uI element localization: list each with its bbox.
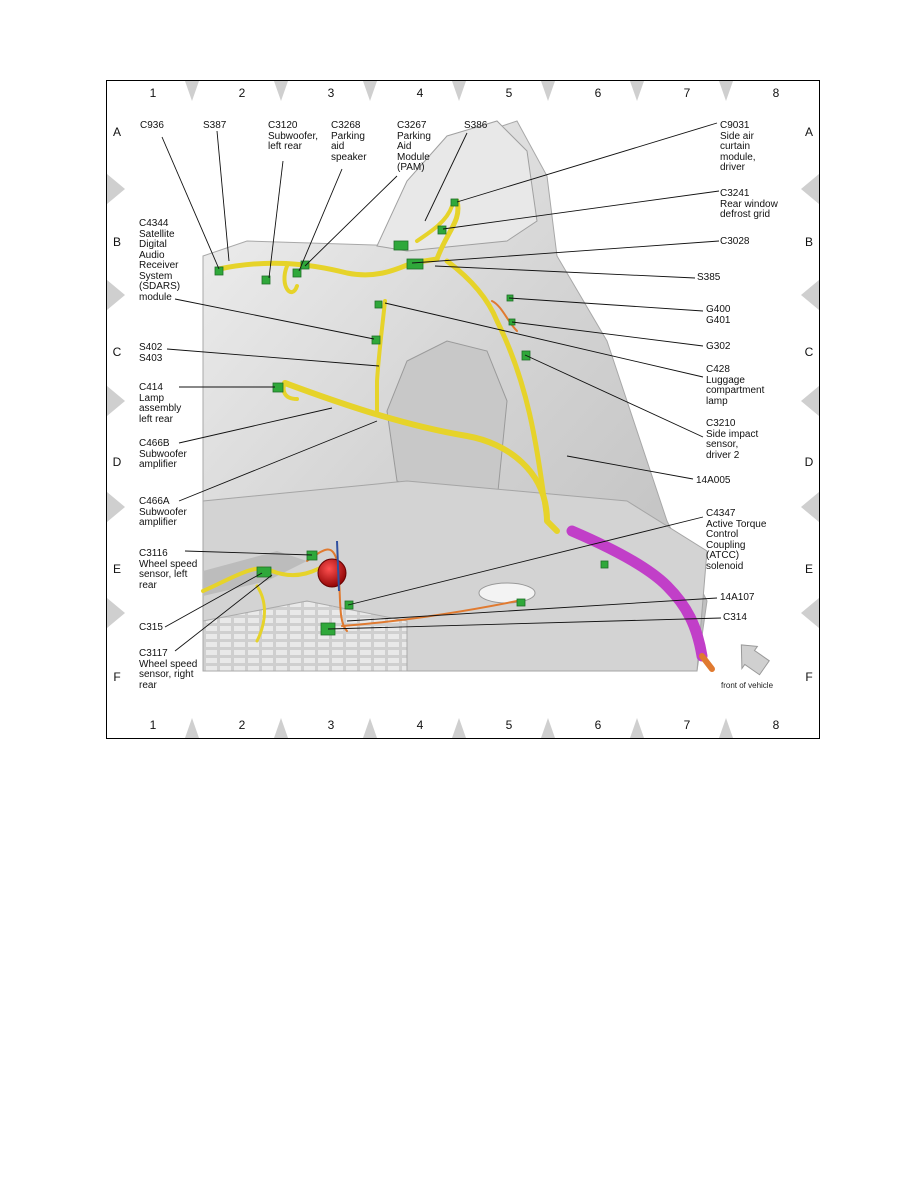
harness-orange-tail — [702, 656, 712, 669]
col-label-bottom-1: 1 — [149, 718, 157, 732]
grid-marker — [801, 386, 819, 416]
grid-marker — [541, 81, 555, 101]
grid-marker — [107, 492, 125, 522]
label-C428: C428 Luggage compartment lamp — [706, 364, 765, 407]
col-label-bottom-4: 4 — [416, 718, 424, 732]
connector-C3210-top — [375, 301, 382, 308]
label-C3028: C3028 — [720, 236, 750, 247]
connector-C3028 — [407, 259, 423, 269]
grid-marker — [274, 81, 288, 101]
col-label-top-7: 7 — [683, 86, 691, 100]
spare-tire-well — [479, 583, 535, 603]
grid-marker — [801, 280, 819, 310]
label-C9031: C9031 Side air curtain module, driver — [720, 120, 756, 173]
row-label-left-F: F — [113, 670, 121, 684]
label-C3116: C3116 Wheel speed sensor, left rear — [139, 548, 198, 591]
label-14A107: 14A107 — [720, 592, 755, 603]
front-of-vehicle-label: front of vehicle — [721, 681, 774, 690]
connector-C4347-b — [601, 561, 608, 568]
grid-marker — [541, 718, 555, 738]
label-C315: C315 — [139, 622, 163, 633]
leader-S387 — [217, 131, 229, 261]
row-label-left-C: C — [112, 345, 122, 359]
connector-C9031 — [451, 199, 458, 206]
row-label-left-B: B — [112, 235, 121, 249]
label-C936: C936 — [140, 120, 164, 131]
col-label-bottom-2: 2 — [238, 718, 246, 732]
label-S387: S387 — [203, 120, 227, 131]
label-C4344: C4344 Satellite Digital Audio Receiver System (SDARS) module — [139, 218, 181, 303]
grid-marker — [107, 174, 125, 204]
col-label-bottom-7: 7 — [683, 718, 691, 732]
diagram-frame — [106, 80, 820, 739]
row-label-right-F: F — [805, 670, 813, 684]
col-label-top-4: 4 — [416, 86, 424, 100]
grid-marker — [363, 718, 377, 738]
col-label-top-3: 3 — [327, 86, 335, 100]
grid-marker — [801, 598, 819, 628]
row-label-right-A: A — [804, 125, 813, 139]
connector-C315 — [257, 567, 271, 577]
grid-marker — [107, 386, 125, 416]
col-label-top-2: 2 — [238, 86, 246, 100]
label-S385: S385 — [697, 272, 721, 283]
grid-marker — [185, 81, 199, 101]
row-label-right-B: B — [804, 235, 813, 249]
grid-marker — [363, 81, 377, 101]
grid-marker — [452, 81, 466, 101]
col-label-top-6: 6 — [594, 86, 602, 100]
connector-C4344 — [372, 336, 380, 344]
grid-marker — [801, 492, 819, 522]
connector-C3028-b — [394, 241, 408, 250]
col-label-bottom-5: 5 — [505, 718, 513, 732]
connector-C414 — [273, 383, 283, 392]
grid-marker — [630, 81, 644, 101]
module-red — [318, 559, 346, 587]
label-S402-S403: S402 S403 — [139, 342, 163, 364]
grid-marker — [185, 718, 199, 738]
col-label-bottom-8: 8 — [772, 718, 780, 732]
row-label-left-E: E — [112, 562, 121, 576]
connector-14A107 — [517, 599, 525, 606]
grid-marker — [630, 718, 644, 738]
label-C414: C414 Lamp assembly left rear — [139, 382, 182, 425]
row-label-right-D: D — [804, 455, 814, 469]
label-C3210: C3210 Side impact sensor, driver 2 — [706, 418, 759, 461]
front-of-vehicle-arrow — [730, 638, 772, 678]
row-label-right-C: C — [804, 345, 814, 359]
connector-C3241 — [438, 226, 446, 234]
label-C3241: C3241 Rear window defrost grid — [720, 188, 778, 220]
harness-diagram — [107, 81, 819, 738]
label-14A005: 14A005 — [696, 475, 731, 486]
grid-marker — [801, 174, 819, 204]
label-C3267: C3267 Parking Aid Module (PAM) — [397, 120, 431, 173]
grid-marker — [452, 718, 466, 738]
col-label-bottom-6: 6 — [594, 718, 602, 732]
label-C314: C314 — [723, 612, 747, 623]
label-G302: G302 — [706, 341, 731, 352]
col-label-bottom-3: 3 — [327, 718, 335, 732]
label-C3117: C3117 Wheel speed sensor, right rear — [139, 648, 198, 691]
label-S386: S386 — [464, 120, 488, 131]
connector-C3267 — [301, 261, 309, 269]
row-label-left-A: A — [112, 125, 121, 139]
grid-marker — [107, 280, 125, 310]
label-G400-G401: G400 G401 — [706, 304, 731, 326]
row-label-right-E: E — [804, 562, 813, 576]
grid-marker — [719, 718, 733, 738]
label-C3268: C3268 Parking aid speaker — [331, 120, 367, 163]
connector-C3116 — [307, 551, 317, 560]
label-C466A: C466A Subwoofer amplifier — [139, 496, 187, 528]
col-label-top-5: 5 — [505, 86, 513, 100]
label-C4347: C4347 Active Torque Control Coupling (ATCC) solenoid — [706, 508, 767, 572]
grid-marker — [107, 598, 125, 628]
grid-marker — [719, 81, 733, 101]
col-label-top-1: 1 — [149, 86, 157, 100]
col-label-top-8: 8 — [772, 86, 780, 100]
row-label-left-D: D — [112, 455, 122, 469]
label-C3120: C3120 Subwoofer, left rear — [268, 120, 319, 152]
grid-marker — [274, 718, 288, 738]
label-C466B: C466B Subwoofer amplifier — [139, 438, 187, 470]
